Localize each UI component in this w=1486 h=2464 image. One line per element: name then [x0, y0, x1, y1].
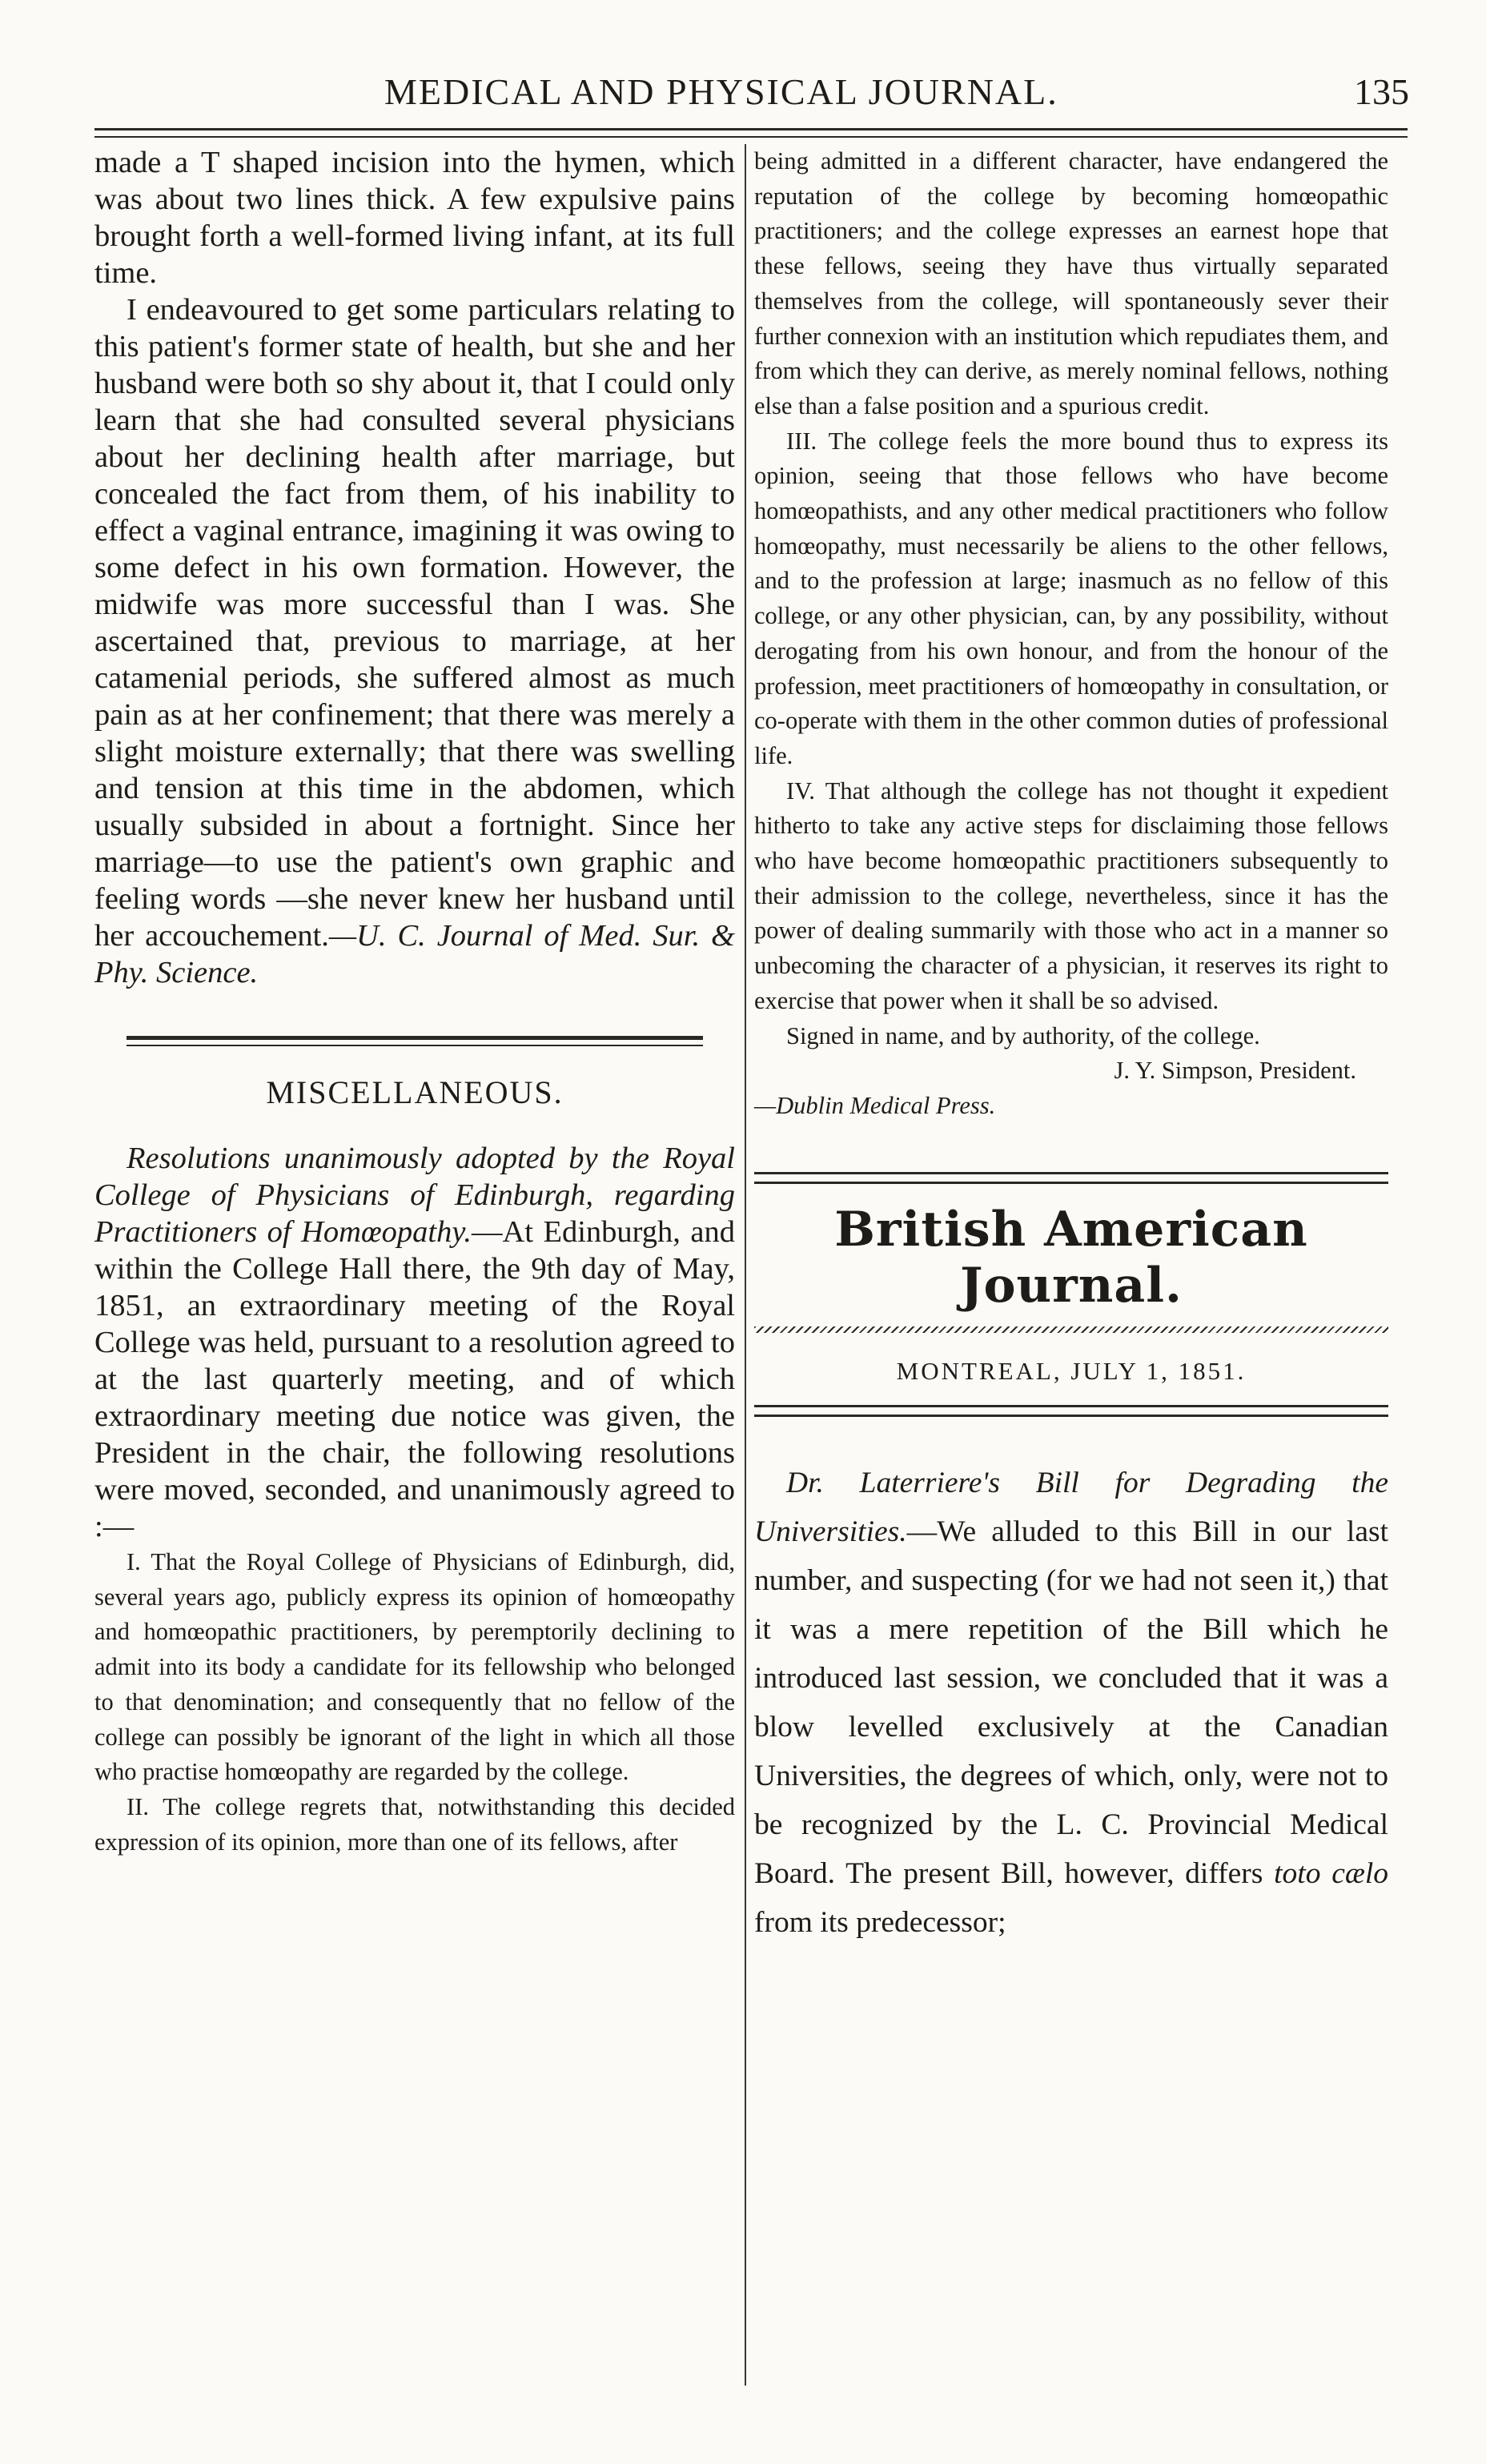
resolution-one: I. That the Royal College of Physicians of Edinburgh, did, several years ago, publicly express its opinion of homœopathy and homœopathic practitioners, by peremptorily declining to admit into its body a candidate for its fellowship who belonged to that denomination; and consequently that no fellow of the college can possibly be ignorant of the light in which all those who practise homœopathy are regarded by the college. — [94, 1548, 735, 1786]
masthead-rule-bottom — [754, 1405, 1388, 1417]
running-header — [96, 70, 1409, 122]
journal-title: British American Journal. — [834, 1201, 1308, 1314]
article-latin: toto cælo — [1274, 1856, 1389, 1890]
resolutions-title: Resolutions unanimously adopted by the Royal College of Physicians of Edinburgh, regarding Practitioners of Homœopathy. — [94, 1142, 735, 1249]
header-rule-lower — [94, 136, 1408, 138]
article-body-2: from its predecessor; — [754, 1905, 1006, 1939]
case-paragraph-text: I endeavoured to get some particulars relating to this patient's former state of health, but she and her husband were both so shy about it, that I could only learn that she had consulted several physicians about her declining health after marriage, but concealed the fact from them, of his inability to effect a vaginal entrance, imagining it was owing to some defect in his own formation. However, the midwife was more successful than I was. She ascertained that, previous to marriage, at her catamenial periods, she suffered almost as much pain as at her confinement; that there was merely a slight moisture externally; that there was swelling and tension at this time in the abdomen, which usually subsided in about a fortnight. Since her marriage—to use the patient's own graphic and feeling words —she never knew her husband until her accouchement. — [94, 293, 735, 953]
running-title: MEDICAL AND PHYSICAL JOURNAL. — [384, 71, 1058, 112]
case-paragraph — [94, 291, 735, 991]
resolution-two-start: II. The college regrets that, notwithstanding this decided expression of its opinion, more than one of its fellows, after — [94, 1792, 735, 1856]
left-column — [94, 144, 735, 1860]
signed-line: Signed in name, and by authority, of the college. — [786, 1021, 1260, 1049]
article-body-1: —We alluded to this Bill in our last number, and suspecting (for we had not seen it,) that it was a mere repetition of the Bill which he introduced last session, we concluded that it was a blow levelled exclusively at the Canadian Universities, the degrees of which, only, were not to be recognized by the L. C. Provincial Medical Board. The present Bill, however, differs — [754, 1515, 1388, 1890]
case-source: —U. C. Journal of Med. Sur. & Phy. Science. — [94, 919, 735, 989]
page-number: 135 — [1354, 71, 1409, 112]
masthead-rule-top — [754, 1172, 1388, 1184]
miscellaneous-heading: MISCELLANEOUS. — [266, 1074, 564, 1110]
resolution-three: III. The college feels the more bound thus to express its opinion, seeing that those fellows who have become homœopathists, and any other medical practitioners who follow homœopathy, must necessarily be aliens to the other fellows, and to the profession at large; inasmuch as no fellow of this college, or any other physician, can, by any possibility, without derogating from his own honour, and from the honour of the profession, meet practitioners of homœopathy in consultation, or co-operate with them in the other common duties of professional life. — [754, 427, 1388, 769]
resolutions-intro-text: —At Edinburgh, and within the College Hall there, the 9th day of May, 1851, an extraordinary meeting of the Royal College was held, pursuant to a resolution agreed to at the last quarterly meeting, and of which extraordinary meeting due notice was given, the President in the chair, the following resolutions were moved, seconded, and unanimously agreed to :— — [94, 1215, 735, 1543]
editorial-article — [754, 1459, 1388, 1947]
case-paragraph-continuation: made a T shaped incision into the hymen, which was about two lines thick. A few expulsive pains brought forth a well-formed living infant, at its full time. — [94, 146, 735, 290]
resolution-two-end: being admitted in a different character, have endangered the reputation of the college by becoming homœopathic practitioners; and the college expresses an earnest hope that these fellows, seeing they have thus virtually separated themselves from the college, will spontaneously sever their further connexion with an institution which repudiates them, and from which they can derive, as merely nominal fellows, nothing else than a false position and a spurious credit. — [754, 147, 1388, 419]
column-divider — [745, 144, 746, 2386]
dateline: MONTREAL, JULY 1, 1851. — [896, 1356, 1247, 1385]
resolution-four: IV. That although the college has not thought it expedient hitherto to take any active steps for disclaiming those fellows who have become homœopathic practitioners subsequently to their admission to the college, nevertheless, since it has the power of dealing summarily with those who act in a manner so unbecoming the character of a physician, it reserves its right to exercise that power when it shall be so advised. — [754, 777, 1388, 1014]
right-column — [754, 144, 1388, 1947]
masthead-ornament — [754, 1326, 1388, 1333]
resolutions-source: —Dublin Medical Press. — [754, 1091, 996, 1119]
header-rule — [94, 128, 1408, 130]
signature: J. Y. Simpson, President. — [1114, 1057, 1356, 1085]
article-title: Dr. Laterriere's Bill for Degrading the Universities. — [754, 1466, 1388, 1548]
resolutions-intro — [94, 1140, 735, 1545]
